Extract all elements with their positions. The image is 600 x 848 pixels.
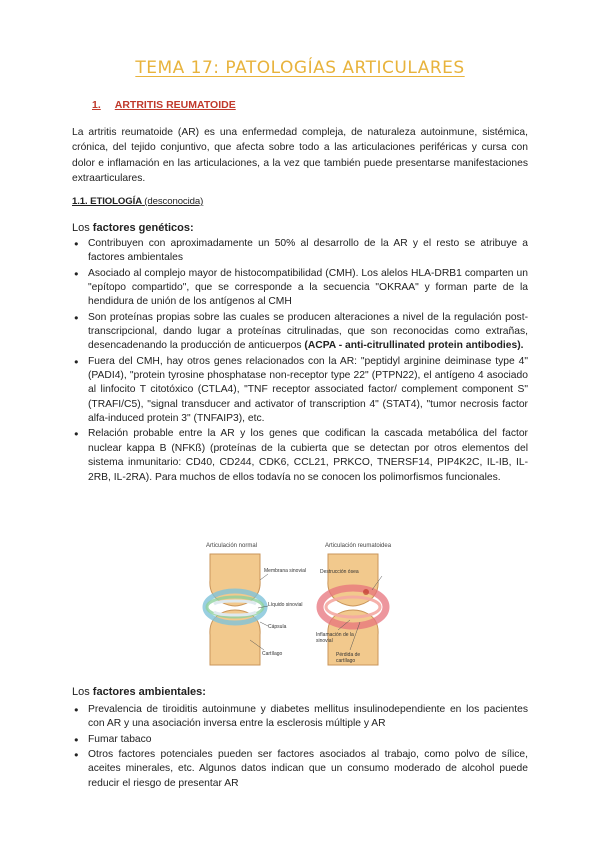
- label-destruccion: Destrucción ósea: [320, 569, 359, 575]
- joint-figure: [200, 540, 418, 675]
- list-item-bold: (ACPA - anti-citrullinated protein antibodies).: [304, 340, 524, 352]
- joint-illustration: [200, 540, 418, 675]
- label-inflamacion: Inflamación de la sinovial: [316, 632, 354, 644]
- label-membrana: Membrana sinovial: [264, 568, 306, 574]
- list-item-text: Fumar tabaco: [88, 733, 152, 745]
- label-liquido: Líquido sinovial: [268, 602, 303, 608]
- list-item-text: Relación probable entre la AR y los genes que codifican la cascada metabólica del factor nuclear kappa B (NFKß) (proteínas de la cubierta que se detectan por otros elementos del sistema inmunitario: CD40, CD244, CDK6, CCL21, PRKCO, TNERSF14, PIP4K2C, IL-IB, IL-2RB, IL-2RA). Para muchos de ellos todavía no se conocen los polimorfismos funcionales.: [88, 428, 528, 483]
- label-capsula: Cápsula: [268, 624, 287, 630]
- list-item-text: Son proteínas propias sobre las cuales se producen alteraciones a nivel de la regulación post-transcripcional, dando lugar a proteínas citrulinadas, que son reconocidas como extrañas, desencadenando la producción de anticuerpos: [88, 311, 528, 352]
- section-number: 1.: [92, 99, 101, 111]
- genetic-lead: [72, 222, 194, 234]
- figure-caption-left: Articulación normal: [206, 543, 258, 549]
- genetic-lead-bold: factores genéticos:: [92, 222, 194, 234]
- list-item: [72, 748, 528, 791]
- environmental-lead: [72, 686, 206, 698]
- environmental-list: [72, 703, 528, 792]
- list-item: [72, 703, 528, 732]
- subsection-paren: (desconocida): [144, 196, 204, 207]
- normal-joint: [205, 554, 268, 665]
- list-item: [72, 427, 528, 485]
- list-item-text: Asociado al complejo mayor de histocompatibilidad (CMH). Los alelos HLA-DRB1 comparten un "epítopo compartido", que se corresponde a la secuencia "OKRAA" y forman parte de la hendidura de unión de los antígenos al CMH: [88, 267, 528, 308]
- genetic-list: [72, 237, 528, 486]
- section-heading: [92, 99, 236, 111]
- list-item-text: Prevalencia de tiroiditis autoinmune y diabetes mellitus insulinodependiente en los pacientes con AR y una asociación inversa entre la esclerosis múltiple y AR: [88, 704, 528, 730]
- page-title: TEMA 17: PATOLOGÍAS ARTICULARES: [135, 58, 465, 78]
- environmental-lead-bold: factores ambientales:: [92, 686, 206, 698]
- genetic-lead-prefix: Los: [72, 222, 93, 234]
- list-item: [72, 311, 528, 354]
- label-perdida: Pérdida de cartílago: [336, 652, 361, 664]
- label-cartilago: Cartílago: [262, 651, 283, 657]
- list-item: [72, 355, 528, 427]
- list-item-text: Contribuyen con aproximadamente un 50% al desarrollo de la AR y el resto se atribuye a factores ambientales: [88, 238, 528, 264]
- list-item: [72, 733, 528, 747]
- intro-paragraph: La artritis reumatoide (AR) es una enfermedad compleja, de naturaleza autoinmune, sistémica, crónica, del tejido conjuntivo, que afecta sobre todo a las articulaciones periféricas y cursa con dolor e inflamación en las articulaciones, a la vez que también puede presentarse manifestaciones extraarticulares.: [72, 127, 528, 185]
- list-item: [72, 237, 528, 266]
- subsection-title: 1.1. ETIOLOGÍA: [72, 196, 142, 207]
- environmental-lead-prefix: Los: [72, 686, 93, 698]
- list-item: [72, 267, 528, 310]
- subsection-heading: [72, 196, 203, 207]
- list-item-text: Otros factores potenciales pueden ser factores asociados al trabajo, como polvo de sílice, aceites minerales, etc. Algunos datos indican que un consumo moderado de alcohol puede reducir el riesgo de presentar AR: [88, 748, 528, 789]
- section-title: ARTRITIS REUMATOIDE: [114, 99, 236, 111]
- list-item-text: Fuera del CMH, hay otros genes relacionados con la AR: "peptidyl arginine deiminase type 4" (PADI4), "protein tyrosine phosphatase non-receptor type 22" (PTPN22), el antígeno 4 asociado al linfocito T citotóxico (CTLA4), "TNF receptor associated factor/ complement component S" (TRAFI/C5), "signal transducer and activator of transcription 4" (STAT4), "tumor necrosis factor alfa-induced protein 3" (TNFAIP3), etc.: [88, 355, 528, 425]
- figure-caption-right: Articulación reumatoidea: [325, 543, 392, 549]
